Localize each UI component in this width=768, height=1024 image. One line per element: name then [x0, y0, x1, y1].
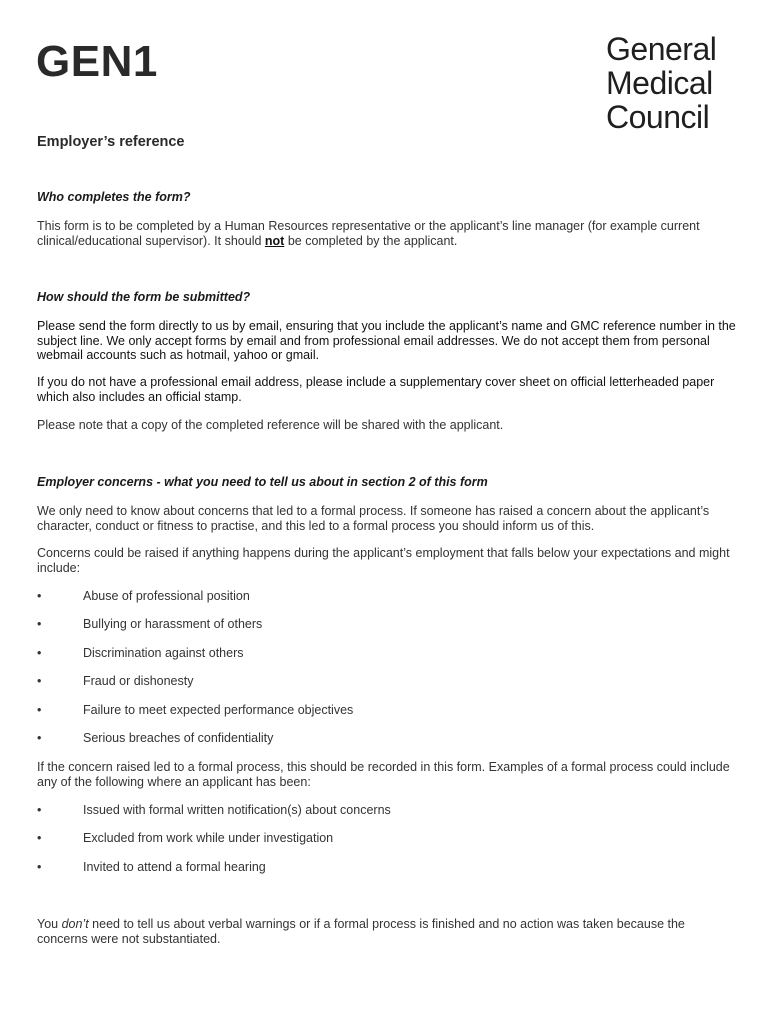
logo-line-2: Medical — [606, 65, 713, 101]
list-item-text: Serious breaches of confidentiality — [83, 731, 274, 745]
who-text-emphasis: not — [264, 233, 285, 248]
concerns-heading: Employer concerns - what you need to tell us about in section 2 of this form — [37, 475, 488, 489]
concerns-paragraph-2: Concerns could be raised if anything happens during the applicant’s employment that falls below your expectations and might include: — [37, 546, 730, 575]
submission-paragraph-2: If you do not have a professional email address, please include a supplementary cover sheet on official letterheaded paper which also includes an official stamp. — [37, 375, 715, 404]
bullet-icon: • — [37, 731, 42, 745]
bullet-icon: • — [37, 617, 42, 631]
dont-text-end: need to tell us about verbal warnings or if a formal process is finished and no action was taken because the concerns were not substantiated. — [37, 917, 685, 946]
who-text-start: This form is to be completed by a Human Resources representative or the applicant’s line manager (for example current clinical/educational supervisor). It should — [37, 219, 700, 248]
list-item-text: Bullying or harassment of others — [83, 617, 263, 631]
submission-paragraph-1: Please send the form directly to us by email, ensuring that you include the applicant’s name and GMC reference number in the subject line. We only accept forms by email and from professional email addresses. We do not accept them from personal webmail accounts such as hotmail, yahoo or gmail. — [37, 319, 736, 362]
bullet-icon: • — [37, 646, 42, 660]
gmc-logo — [606, 32, 736, 134]
logo-line-1: General — [606, 31, 717, 67]
list-item-text: Failure to meet expected performance objectives — [83, 703, 354, 717]
list-item-text: Fraud or dishonesty — [83, 674, 194, 688]
bullet-icon: • — [37, 831, 42, 845]
who-text-end: be completed by the applicant. — [284, 233, 458, 248]
list-item-text: Excluded from work while under investigation — [83, 831, 334, 845]
list-item-text: Discrimination against others — [83, 646, 244, 660]
document-title: Employer’s reference — [37, 134, 185, 150]
list-item-text: Abuse of professional position — [83, 589, 250, 603]
who-completes-paragraph — [37, 219, 737, 248]
dont-text-start: You — [37, 917, 62, 931]
concerns-paragraph-1: We only need to know about concerns that led to a formal process. If someone has raised a concern about the applicant’s character, conduct or fitness to practise, and this led to a formal process you should inform us of this. — [37, 504, 710, 533]
bullet-icon: • — [37, 803, 42, 817]
dont-text-emphasis: don’t — [61, 917, 89, 931]
bullet-icon: • — [37, 703, 42, 717]
bullet-icon: • — [37, 589, 42, 603]
concerns-paragraph-4 — [37, 917, 737, 946]
list-item-text: Issued with formal written notification(s) about concerns — [83, 803, 391, 817]
form-code: GEN1 — [36, 37, 158, 86]
logo-line-3: Council — [606, 99, 710, 135]
who-completes-heading: Who completes the form? — [37, 190, 191, 204]
submission-heading: How should the form be submitted? — [37, 290, 251, 304]
list-item-text: Invited to attend a formal hearing — [83, 860, 266, 874]
bullet-icon: • — [37, 674, 42, 688]
concerns-paragraph-3: If the concern raised led to a formal process, this should be recorded in this form. Examples of a formal process could include any of the following where an applicant has been: — [37, 760, 730, 789]
bullet-icon: • — [37, 860, 42, 874]
submission-paragraph-3: Please note that a copy of the completed reference will be shared with the applicant. — [37, 418, 504, 432]
